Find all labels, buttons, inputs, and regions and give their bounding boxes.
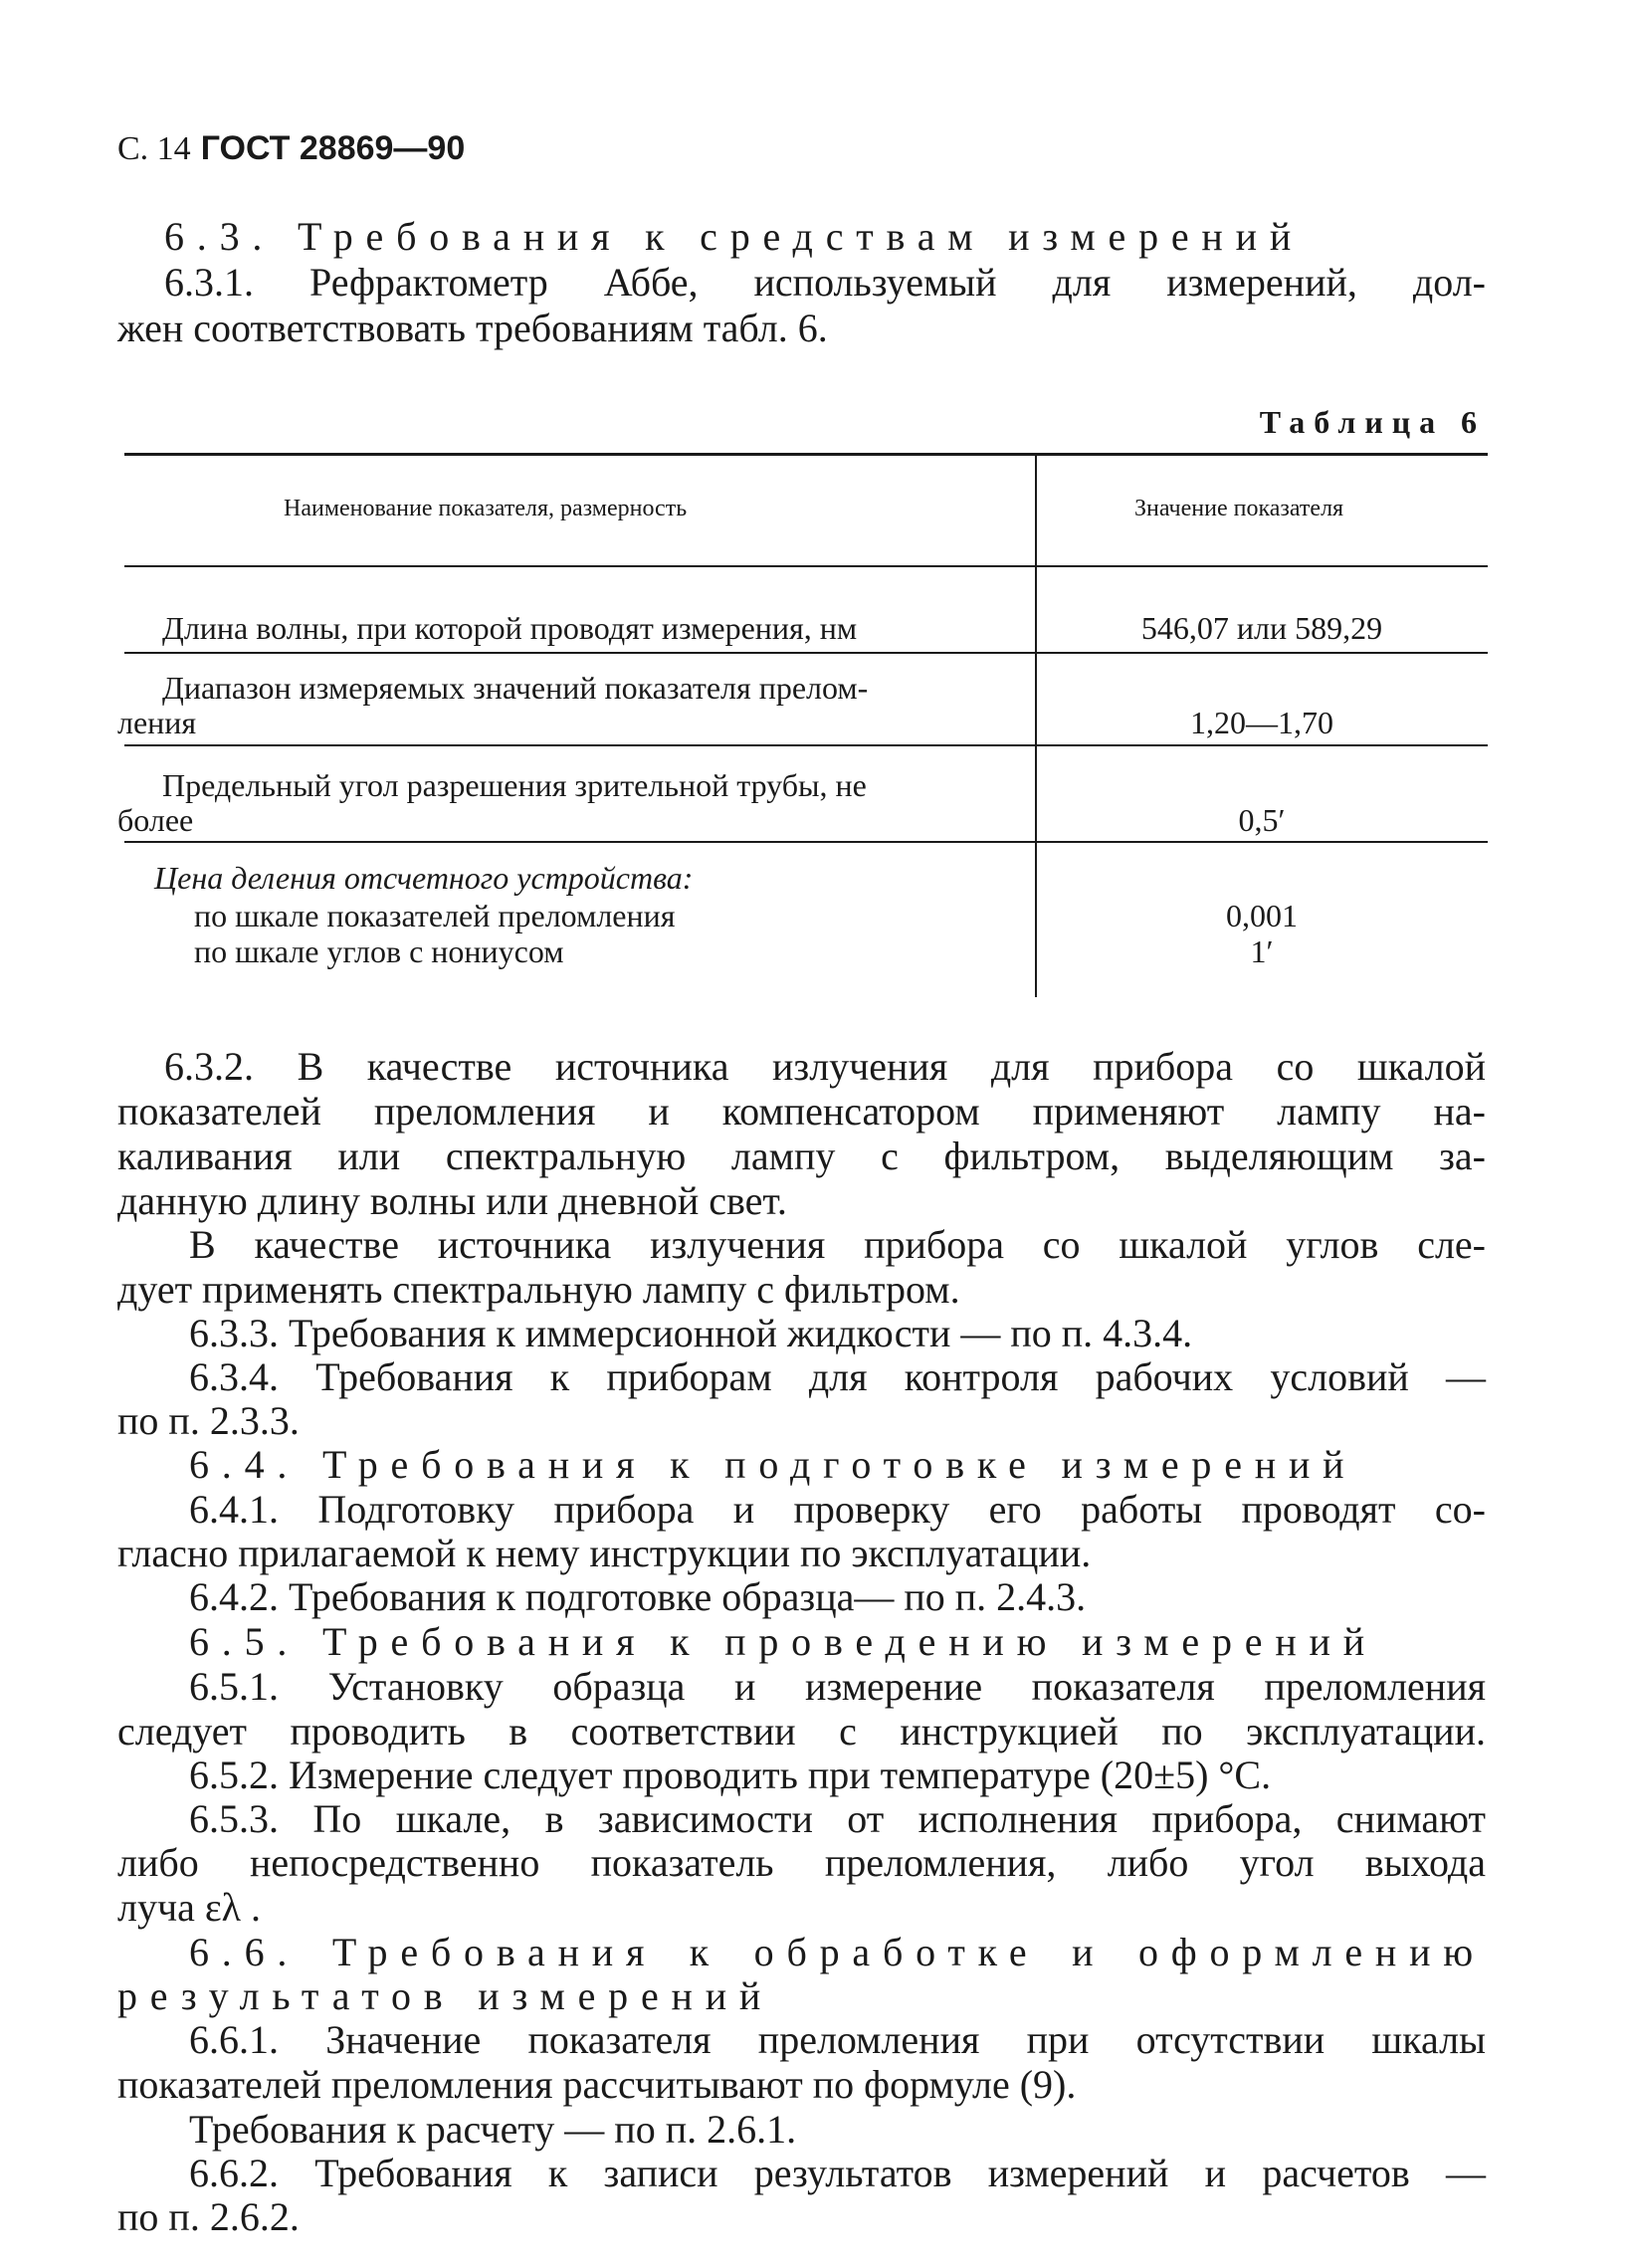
page-number: С. 14 [117, 130, 191, 167]
table-row-rule [124, 744, 1488, 746]
table-cell-value: 1′ [1250, 933, 1274, 969]
paragraph-line: 6.3.1. Рефрактометр Аббе, используемый для измерений, дол- [164, 260, 1486, 305]
paragraph-line: Требования к расчету — по п. 2.6.1. [189, 2107, 797, 2152]
standard-number: ГОСТ 28869—90 [200, 129, 466, 167]
paragraph-line: дует применять спектральную лампу с фильтром. [117, 1267, 960, 1312]
paragraph-line: В качестве источника излучения прибора со шкалой углов сле- [189, 1222, 1486, 1267]
paragraph-line: показателей преломления рассчитывают по формуле (9). [117, 2062, 1077, 2107]
section-heading: 6.4. Требования к подготовке измерений [189, 1442, 1357, 1487]
table-cell-name: Предельный угол разрешения зрительной трубы, не [162, 767, 867, 803]
table-header-value: Значение показателя [1134, 496, 1344, 521]
paragraph-line: гласно прилагаемой к нему инструкции по эксплуатации. [117, 1531, 1092, 1575]
table-caption: Таблица 6 [1259, 404, 1486, 440]
table-cell-value: 0,5′ [1238, 802, 1286, 838]
paragraph-line: 6.6.1. Значение показателя преломления при отсутствии шкалы [189, 2017, 1486, 2062]
paragraph-line: 6.3.2. В качестве источника излучения для прибора со шкалой [164, 1044, 1486, 1089]
table-cell-name: Диапазон измеряемых значений показателя прелом- [162, 670, 869, 706]
paragraph-line: 6.5.3. По шкале, в зависимости от исполнения прибора, снимают [189, 1796, 1486, 1841]
table-top-rule [124, 453, 1488, 456]
table-cell-name: Цена деления отсчетного устройства: [154, 860, 694, 896]
table-cell-name: по шкале показателей преломления [194, 898, 676, 933]
paragraph-line: по п. 2.3.3. [117, 1398, 300, 1443]
paragraph-line: 6.5.1. Установку образца и измерение показателя преломления [189, 1664, 1486, 1709]
paragraph-line: следует проводить в соответствии с инструкцией по эксплуатации. [117, 1709, 1486, 1753]
table-cell-name: Длина волны, при которой проводят измерения, нм [162, 610, 858, 646]
page-header [117, 129, 465, 168]
paragraph-line: 6.4.2. Требования к подготовке образца— по п. 2.4.3. [189, 1574, 1087, 1619]
section-heading: 6.6. Требования к обработке и оформлению [189, 1930, 1486, 1974]
table-header-rule [124, 565, 1488, 567]
table-cell-value: 1,20—1,70 [1190, 705, 1333, 740]
paragraph-line: по п. 2.6.2. [117, 2194, 300, 2239]
paragraph-line: либо непосредственно показатель преломления, либо угол выхода [117, 1840, 1486, 1885]
paragraph-line: луча ελ . [117, 1885, 262, 1930]
table-cell-value: 0,001 [1226, 898, 1298, 933]
table-cell-value: 546,07 или 589,29 [1140, 610, 1383, 646]
section-heading: 6.5. Требования к проведению измерений [189, 1619, 1377, 1664]
paragraph-line: 6.3.4. Требования к приборам для контроля рабочих условий — [189, 1354, 1486, 1399]
paragraph-line: каливания или спектральную лампу с фильтром, выделяющим за- [117, 1134, 1486, 1178]
table-cell-name: ления [117, 705, 197, 740]
table-cell-name: более [117, 802, 194, 838]
paragraph-line: 6.4.1. Подготовку прибора и проверку его работы проводят со- [189, 1487, 1486, 1532]
table-row-rule [124, 841, 1488, 843]
table-header-name: Наименование показателя, размерность [284, 496, 688, 521]
table-cell-name: по шкале углов с нониусом [194, 933, 564, 969]
table-row-rule [124, 652, 1488, 654]
paragraph-line: жен соответствовать требованиям табл. 6. [117, 306, 828, 350]
paragraph-line: показателей преломления и компенсатором применяют лампу на- [117, 1089, 1486, 1134]
paragraph-line: 6.5.2. Измерение следует проводить при температуре (20±5) °С. [189, 1753, 1272, 1797]
paragraph-line: 6.3.3. Требования к иммерсионной жидкости — по п. 4.3.4. [189, 1311, 1193, 1355]
section-heading: 6.3. Требования к средствам измерений [164, 214, 1305, 259]
section-heading: результатов измерений [117, 1973, 774, 2018]
paragraph-line: 6.6.2. Требования к записи результатов измерений и расчетов — [189, 2151, 1486, 2195]
paragraph-line: данную длину волны или дневной свет. [117, 1178, 787, 1223]
